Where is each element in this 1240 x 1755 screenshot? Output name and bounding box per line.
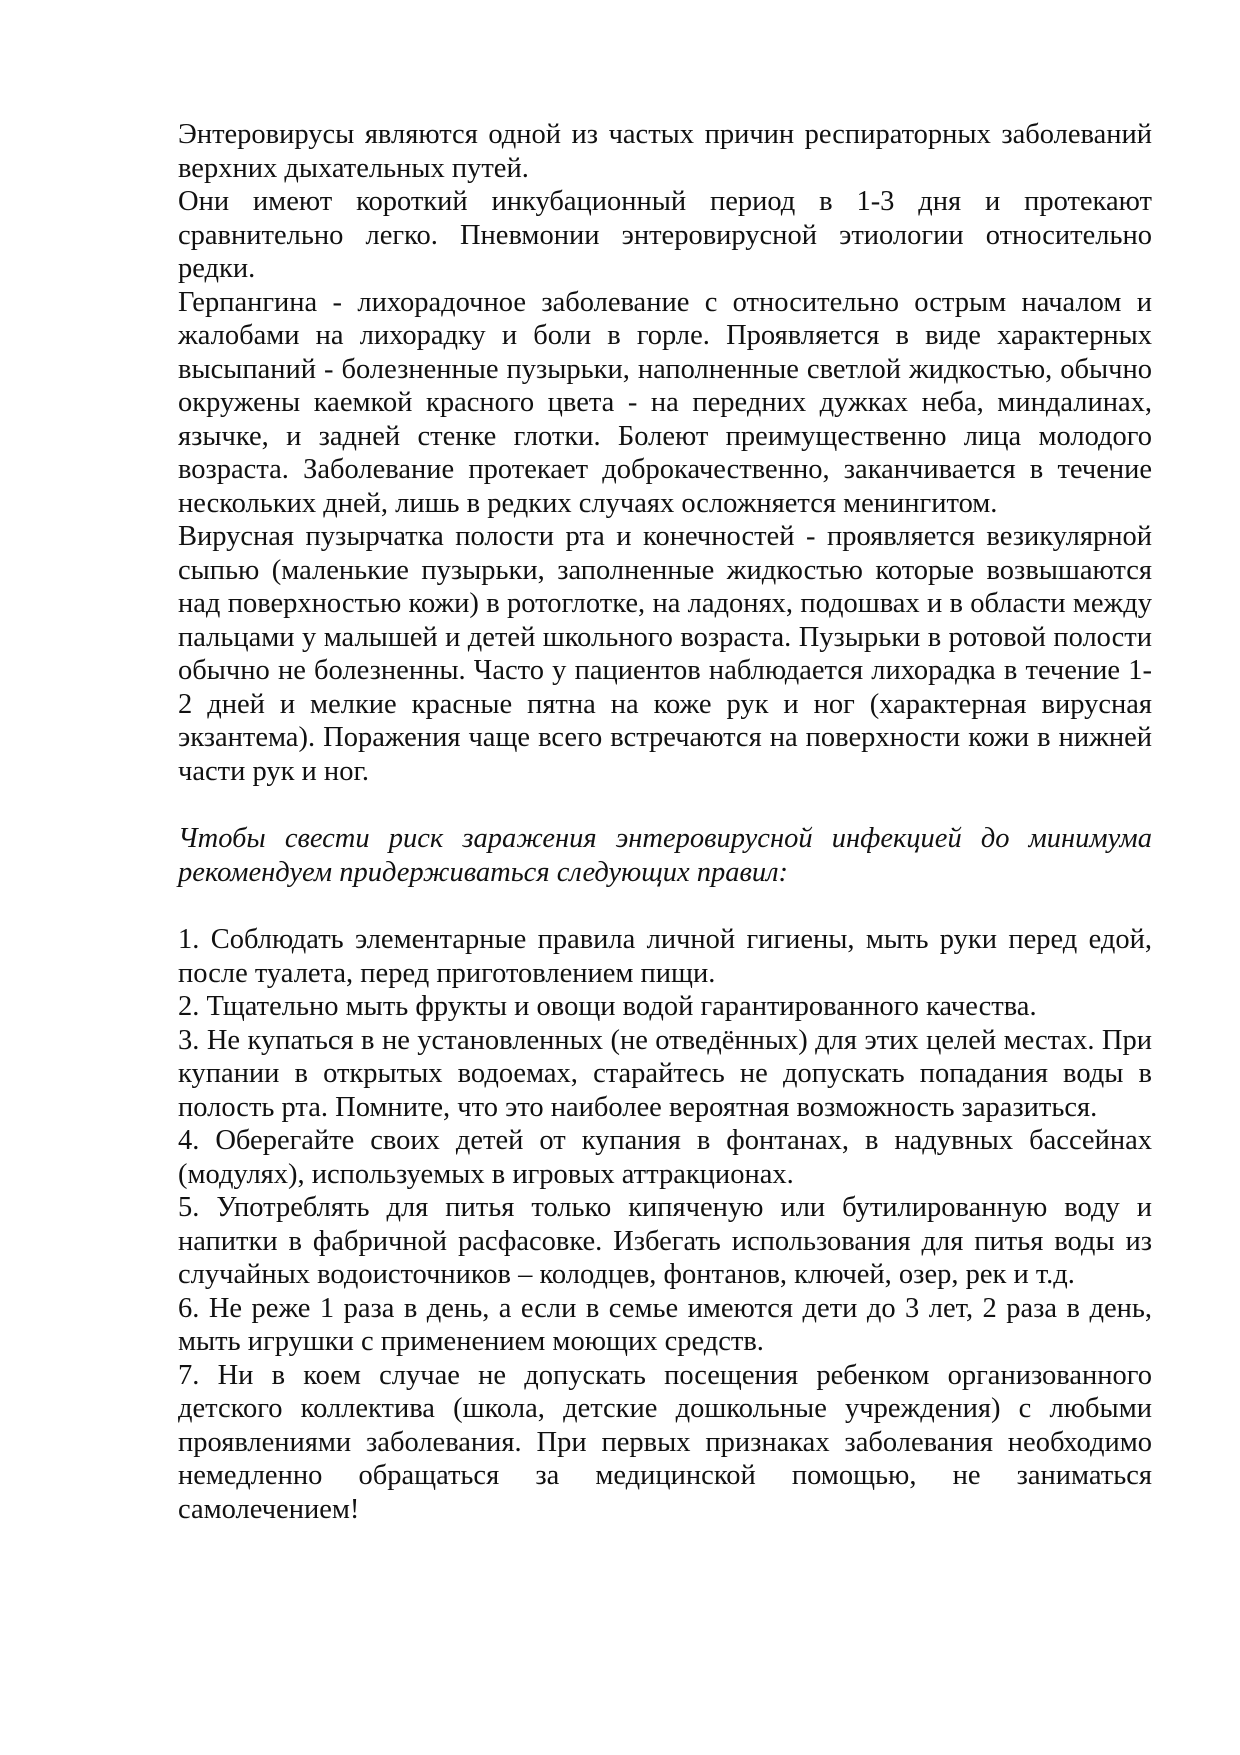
rule-item-1: 1. Соблюдать элементарные правила личной гигиены, мыть руки перед едой, после туалета, перед приготовлением пищи.	[178, 924, 1152, 989]
rule-item-3: 3. Не купаться в не установленных (не отведённых) для этих целей местах. При купании в открытых водоемах, старайтесь не допускать попадания воды в полость рта. Помните, что это наиболее вероятная возможность заразиться.	[178, 1024, 1152, 1123]
rule-item-4: 4. Оберегайте своих детей от купания в фонтанах, в надувных бассейнах (модулях), используемых в игровых аттракционах.	[178, 1125, 1152, 1190]
spacer	[178, 889, 1152, 923]
paragraph-herpangina: Герпангина - лихорадочное заболевание с относительно острым началом и жалобами на лихорадку и боли в горле. Проявляется в виде характерных высыпаний - болезненные пузырьки, наполненные светлой жидкостью, обычно окружены каемкой красного цвета - на передних дужках неба, миндалинах, язычке, и задней стенке глотки. Болеют преимущественно лица молодого возраста. Заболевание протекает доброкачественно, заканчивается в течение нескольких дней, лишь в редких случаях осложняется менингитом.	[178, 286, 1152, 519]
rule-item-7: 7. Ни в коем случае не допускать посещения ребенком организованного детского коллектива (школа, детские дошкольные учреждения) с любыми проявлениями заболевания. При первых признаках заболевания необходимо немедленно обращаться за медицинской помощью, не заниматься самолечением!	[178, 1359, 1152, 1525]
rule-item-5: 5. Употреблять для питья только кипяченую или бутилированную воду и напитки в фабричной расфасовке. Избегать использования для питья воды из случайных водоисточников – колодцев, фонтанов, ключей, озер, рек и т.д.	[178, 1192, 1152, 1290]
paragraph-enteroviruses-intro: Энтеровирусы являются одной из частых причин респираторных заболеваний верхних дыхательных путей.	[178, 119, 1152, 184]
document-body	[178, 118, 1152, 1526]
rule-item-2: 2. Тщательно мыть фрукты и овощи водой гарантированного качества.	[178, 991, 1037, 1022]
spacer	[178, 788, 1152, 822]
paragraph-incubation-period: Они имеют короткий инкубационный период в 1-3 дня и протекают сравнительно легко. Пневмонии энтеровирусной этиологии относительно редки.	[178, 186, 1152, 284]
paragraph-viral-pemphigus: Вирусная пузырчатка полости рта и конечностей - проявляется везикулярной сыпью (маленькие пузырьки, заполненные жидкостью которые возвышаются над поверхностью кожи) в ротоглотке, на ладонях, подошвах и в области между пальцами у малышей и детей школьного возраста. Пузырьки в ротовой полости обычно не болезненны. Часто у пациентов наблюдается лихорадка в течение 1-2 дней и мелкие красные пятна на коже рук и ног (характерная вирусная экзантема). Поражения чаще всего встречаются на поверхности кожи в нижней части рук и ног.	[178, 521, 1152, 787]
rule-item-6: 6. Не реже 1 раза в день, а если в семье имеются дети до 3 лет, 2 раза в день, мыть игрушки с применением моющих средств.	[178, 1292, 1152, 1357]
recommendation-heading: Чтобы свести риск заражения энтеровирусной инфекцией до минимума рекомендуем придерживаться следующих правил:	[178, 823, 1152, 888]
